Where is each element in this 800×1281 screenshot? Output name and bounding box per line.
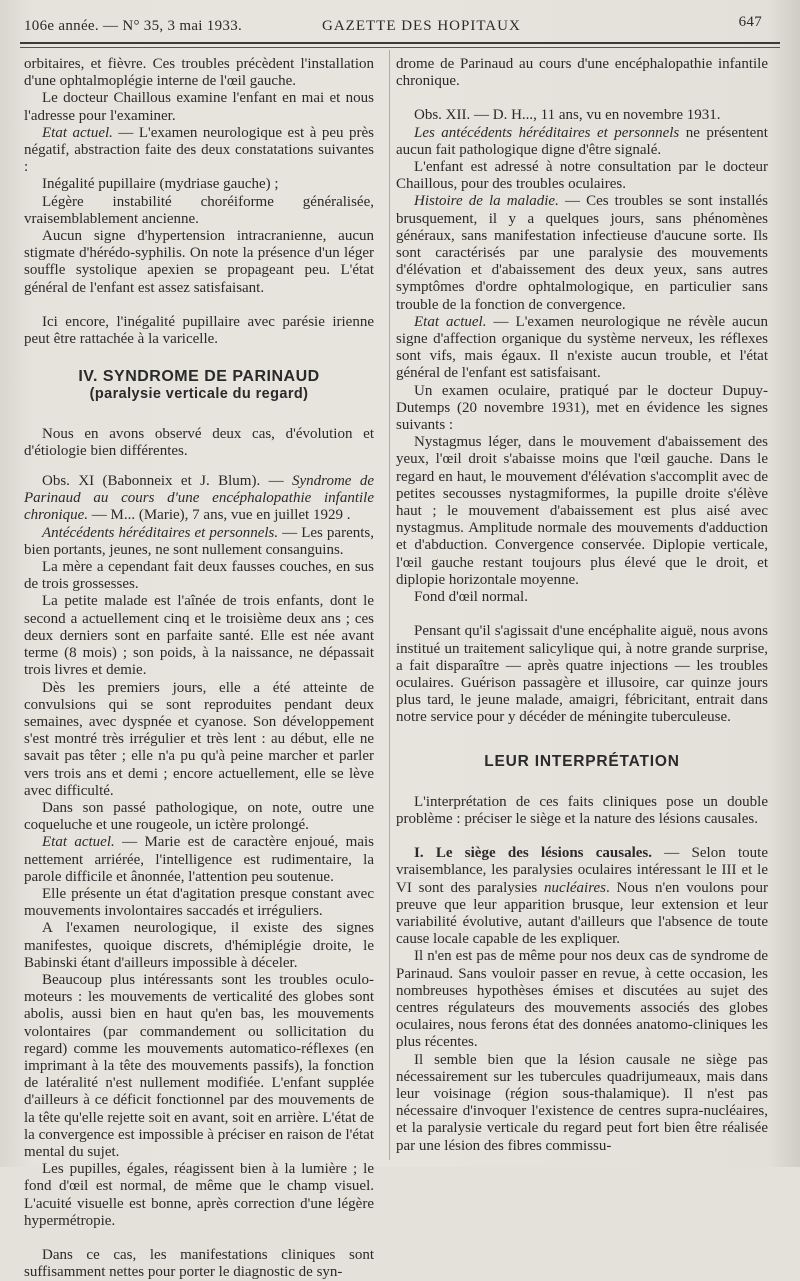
paragraph: A l'examen neurologique, il existe des signes manifestes, quoique discrets, d'hémiplégie droite, le Babinski étant d'ailleurs impossible à déceler.: [24, 920, 374, 971]
paragraph: Beaucoup plus intéressants sont les troubles oculo-moteurs : les mouvements de verticalité des globes sont abolis, aussi bien en haut qu'en bas, les mouvements volontaires (par commandement ou sollicitation du regard) comme les mouvements automatico-réflexes (en imprimant à la tête des mouvements passifs), la fonction de latéralité n'est nullement modifiée. L'enfant supplée d'ailleurs à ce déficit fonctionnel par des mouvements de la tête qu'elle rejette soit en avant, soit en arrière. L'état de la convergence est impossible à préciser en raison de l'état mental du sujet.: [24, 971, 374, 1160]
paragraph: La mère a cependant fait deux fausses couches, en sus de trois grossesses.: [24, 559, 374, 593]
paragraph: Les antécédents héréditaires et personnels ne présentent aucun fait pathologique digne d'être signalé.: [396, 124, 768, 158]
paragraph: Elle présente un état d'agitation presque constant avec mouvements involontaires saccadés et irréguliers.: [24, 885, 374, 920]
column-divider: [389, 50, 390, 1160]
section-heading: [24, 368, 374, 403]
section-subtitle: (paralysie verticale du regard): [89, 386, 309, 403]
bold-label: I. Le siège des lésions causales.: [414, 845, 653, 862]
right-column: [396, 56, 768, 1155]
paragraph: Un examen oculaire, pratiqué par le docteur Dupuy-Dutemps (20 novembre 1931), met en évidence les signes suivants :: [396, 382, 768, 434]
italic-label: Les antécédents héréditaires et personnels: [414, 124, 680, 141]
paragraph: Etat actuel. — Marie est de caractère enjoué, mais nettement arriérée, l'intelligence est rudimentaire, la parole difficile et ânonnée, l'attention peu soutenue.: [24, 834, 374, 885]
paragraph: Il semble bien que la lésion causale ne siège pas nécessairement sur les tubercules quadrijumeaux, mais dans leur voisinage (région sous-thalamique). Il n'est pas nécessaire d'invoquer l'existence de centres supra-nucléaires, et la paralysie verticale du regard peut fort bien être réalisée par une lésion des fibres commissu-: [396, 1051, 768, 1154]
paragraph: Il n'en est pas de même pour nos deux cas de syndrome de Parinaud. Sans vouloir passer en revue, à cette occasion, les nombreuses hypothèses émises et discutées au sujet des centres régulateurs des mouvements associés des globes oculaires, nous ferons état des données anatomo-cliniques les plus récentes.: [396, 948, 768, 1051]
section-title: LEUR INTERPRÉTATION: [484, 752, 680, 770]
paragraph: drome de Parinaud au cours d'une encéphalopathie infantile chronique.: [396, 56, 768, 90]
paragraph: Dans son passé pathologique, on note, outre une coqueluche et une rougeole, un ictère prolongé.: [24, 799, 374, 834]
italic-label: Histoire de la maladie.: [414, 193, 559, 210]
paragraph: Etat actuel. — L'examen neurologique est à peu près négatif, abstraction faite des deux constatations suivantes :: [24, 124, 374, 176]
paragraph: Dans ce cas, les manifestations cliniques sont suffisamment nettes pour porter le diagnostic de syn-: [24, 1247, 374, 1281]
issue-info: 106e année. — N° 35, 3 mai 1933.: [24, 18, 243, 34]
header-rule: [20, 42, 780, 44]
italic-label: Etat actuel.: [42, 834, 115, 851]
paragraph: L'interprétation de ces faits cliniques pose un double problème : préciser le siège et la nature des lésions causales.: [396, 793, 768, 827]
paragraph: orbitaires, et fièvre. Ces troubles précèdent l'installation d'une ophtalmoplégie interne de l'œil gauche.: [24, 56, 374, 90]
header-rule-thin: [20, 47, 780, 48]
italic-label: Antécédents héréditaires et personnels.: [42, 524, 279, 541]
paragraph: Fond d'œil normal.: [414, 589, 528, 606]
paragraph: Pensant qu'il s'agissait d'une encéphalite aiguë, nous avons institué un traitement salicylique qui, à notre grande surprise, a fait disparaître — après quatre injections — les troubles oculaires. Guérison passagère et illusoire, car quinze jours plus tard, le jeune malade, amaigri, fébricitant, entrait dans notre service pour y décéder de méningite tuberculeuse.: [396, 623, 768, 726]
left-column: [24, 56, 374, 1281]
paragraph: Aucun signe d'hypertension intracranienne, aucun stigmate d'hérédo-syphilis. On note la présence d'un léger souffle systolique apexien se propageant peu. L'état général de l'enfant est assez satisfaisant.: [24, 228, 374, 296]
paragraph: Nystagmus léger, dans le mouvement d'abaissement des yeux, l'œil droit s'abaisse moins que l'œil gauche. Dans le regard en haut, le mouvement d'élévation s'accomplit avec de petites secousses nystagmiformes, la pupille droite s'élève haut ; le mouvement d'abaissement est plus aisé avec nystagmus. Amplitude normale des mouvements d'adduction et d'abduction. Convergence conservée. Diplopie verticale, l'œil gauche restant toujours plus élevé que le droit, et diplopie horizontale moyenne.: [396, 434, 768, 588]
paragraph: Les pupilles, égales, réagissent bien à la lumière ; le fond d'œil est normal, de même que le champ visuel. L'acuité visuelle est bonne, après correction d'une légère hypermétropie.: [24, 1161, 374, 1229]
italic-label: Etat actuel.: [414, 313, 487, 330]
observation-heading: Obs. XI (Babonneix et J. Blum). — Syndrome de Parinaud au cours d'une encéphalopathie infantile chronique. — M... (Marie), 7 ans, vue en juillet 1929 .: [24, 473, 374, 524]
page-number: 647: [738, 14, 762, 30]
paragraph: Antécédents héréditaires et personnels. — Les parents, bien portants, jeunes, ne sont nullement consanguins.: [24, 524, 374, 558]
paragraph: Légère instabilité choréiforme généralisée, vraisemblablement ancienne.: [24, 193, 374, 227]
section-title: IV. SYNDROME DE PARINAUD: [78, 368, 320, 386]
paragraph: Ici encore, l'inégalité pupillaire avec parésie irienne peut être rattachée à la varicelle.: [24, 313, 374, 348]
paragraph: La petite malade est l'aînée de trois enfants, dont le second a actuellement cinq et le troisième deux ans ; ces deux derniers sont en parfaite santé. Elle est née avant terme (8 mois) ; son poids, à la naissance, ne dépassait trois livres et demie.: [24, 593, 374, 679]
paragraph: L'enfant est adressé à notre consultation par le docteur Chaillous, pour des troubles oculaires.: [396, 159, 768, 193]
paragraph: Etat actuel. — L'examen neurologique ne révèle aucun signe d'affection organique du système nerveux, les réflexes sont vifs, mais égaux. Il n'existe aucun trouble, et l'état général de l'enfant est satisfaisant.: [396, 313, 768, 382]
paragraph: I. Le siège des lésions causales. — Selon toute vraisemblance, les paralysies oculaires intéressant le III et le VI sont des paralysies nucléaires. Nous n'en voulons pour preuve que leur apparition brusque, leur extension et leur variabilité évolutive, autant d'ailleurs que l'absence de toute cause locale capable de les expliquer.: [396, 845, 768, 948]
paragraph: Le docteur Chaillous examine l'enfant en mai et nous l'adresse pour l'examiner.: [24, 90, 374, 124]
page-header: [22, 14, 762, 38]
observation-heading: Obs. XII. — D. H..., 11 ans, vu en novembre 1931.: [414, 107, 721, 124]
paragraph: Nous en avons observé deux cas, d'évolution et d'étiologie bien différentes.: [24, 425, 374, 459]
paragraph: Histoire de la maladie. — Ces troubles se sont installés brusquement, il y a quelques jours, sans phénomènes généraux, sans manifestation infectieuse d'aucune sorte. Ils sont caractérisés par une paralysie des mouvements d'élévation et d'abaissement des deux yeux, sans autres symptômes d'ordre ophtalmologique, en particulier sans trouble de la fonction de convergence.: [396, 193, 768, 313]
paragraph: Inégalité pupillaire (mydriase gauche) ;: [42, 176, 279, 193]
journal-title: GAZETTE DES HOPITAUX: [322, 18, 521, 34]
paragraph: Dès les premiers jours, elle a été atteinte de convulsions qui se sont reproduites pendant deux semaines, avec dyspnée et cyanose. Son développement s'est montré très irrégulier et très lent : au début, elle ne savait pas têter ; elle n'a pu qu'à peine marcher et parler vers trois ans et demi ; encore actuellement, elle se lève avec difficulté.: [24, 679, 374, 799]
italic-label: Etat actuel.: [42, 124, 113, 141]
